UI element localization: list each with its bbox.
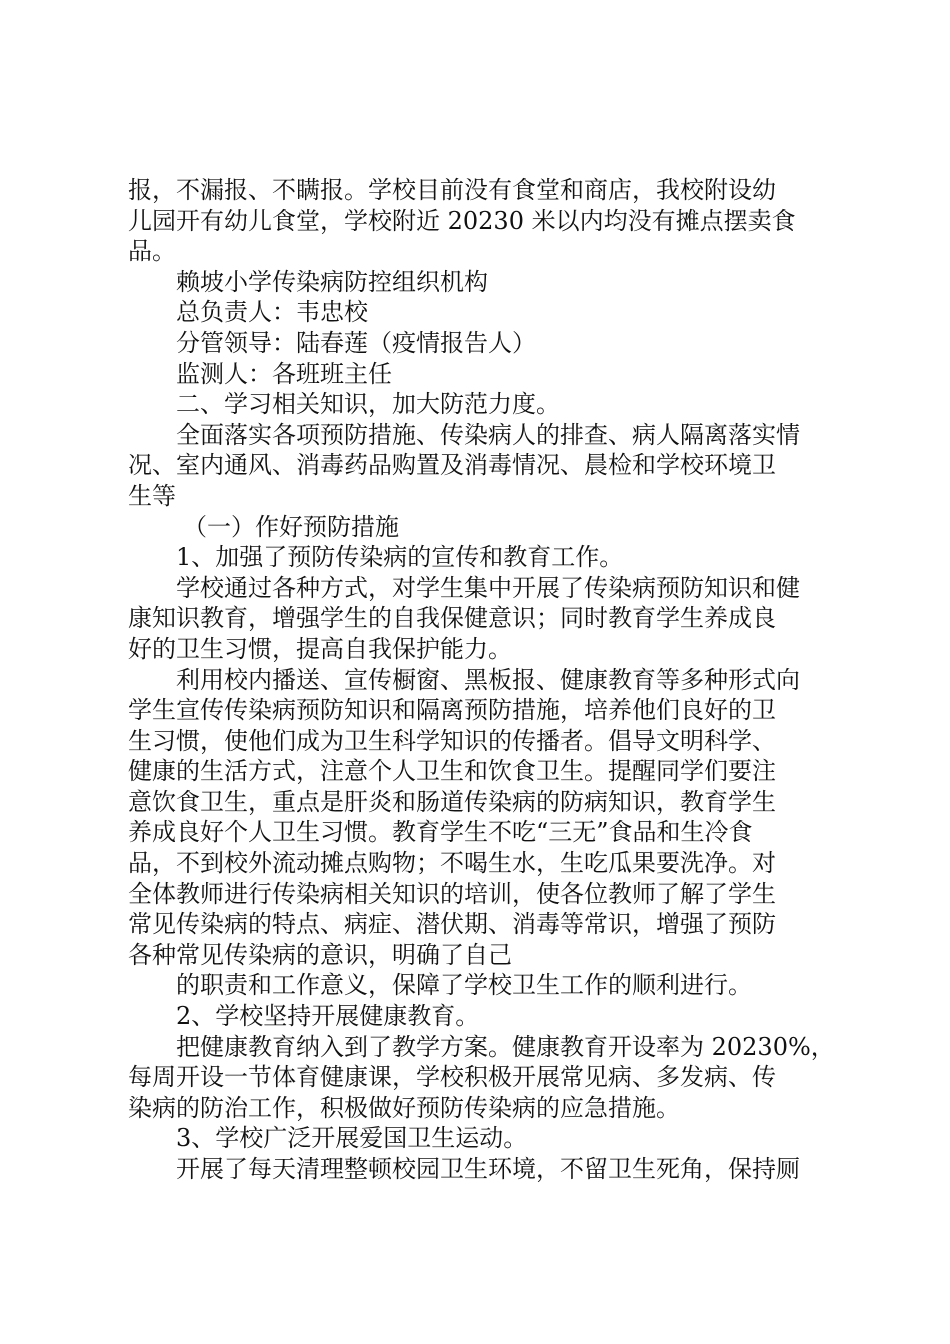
text-line: 染病的防治工作，积极做好预防传染病的应急措施。 xyxy=(128,1093,680,1122)
text-line: 1、加强了预防传染病的宣传和教育工作。 xyxy=(176,543,624,572)
text-line: 况、室内通风、消毒药品购置及消毒情况、晨检和学校环境卫 xyxy=(128,451,776,480)
org-leader xyxy=(128,297,833,328)
paragraph-measures xyxy=(128,420,833,512)
text-line: 分管领导：陆春莲（疫情报告人） xyxy=(176,328,536,357)
text-line: 总负责人：韦忠校 xyxy=(176,298,368,327)
text-line: 生习惯，使他们成为卫生科学知识的传播者。倡导文明科学、 xyxy=(128,726,776,755)
text-line: 3、学校广泛开展爱国卫生运动。 xyxy=(176,1124,528,1153)
text-line: 康知识教育，增强学生的自我保健意识；同时教育学生养成良 xyxy=(128,604,776,633)
paragraph-health-education xyxy=(128,1032,833,1124)
text-line: 赖坡小学传染病防控组织机构 xyxy=(176,267,488,296)
paragraph-education xyxy=(128,573,833,665)
item-heading-3 xyxy=(128,1123,833,1154)
text-line: 利用校内播送、宣传橱窗、黑板报、健康教育等多种形式向 xyxy=(176,665,800,694)
text-line: 报，不漏报、不瞒报。学校目前没有食堂和商店，我校附设幼 xyxy=(128,176,776,204)
text-line: 生等 xyxy=(128,481,176,510)
text-line: 学校通过各种方式，对学生集中开展了传染病预防知识和健 xyxy=(176,573,800,602)
document-page xyxy=(128,175,833,1185)
text-line: 监测人：各班班主任 xyxy=(176,359,392,388)
text-line: （一）作好预防措施 xyxy=(183,512,399,541)
paragraph-sanitation xyxy=(128,1154,833,1185)
text-line: 品，不到校外流动摊点购物；不喝生水，生吃瓜果要洗净。对 xyxy=(128,849,776,878)
org-heading xyxy=(128,267,833,298)
text-line: 每周开设一节体育健康课，学校积极开展常见病、多发病、传 xyxy=(128,1063,776,1092)
text-line: 2、学校坚持开展健康教育。 xyxy=(176,1002,480,1031)
text-line: 常见传染病的特点、病症、潜伏期、消毒等常识，增强了预防 xyxy=(128,910,776,939)
text-line: 的职责和工作意义，保障了学校卫生工作的顺利进行。 xyxy=(176,971,752,1000)
paragraph-continuation xyxy=(128,175,833,267)
text-line: 全面落实各项预防措施、传染病人的排查、病人隔离落实情 xyxy=(176,420,800,449)
text-line: 全体教师进行传染病相关知识的培训，使各位教师了解了学生 xyxy=(128,879,776,908)
text-line: 意饮食卫生，重点是肝炎和肠道传染病的防病知识，教育学生 xyxy=(128,787,776,816)
text-line: 养成良好个人卫生习惯。教育学生不吃“三无”食品和生冷食 xyxy=(128,818,753,847)
text-line: 二、学习相关知识，加大防范力度。 xyxy=(176,390,560,419)
item-heading-1 xyxy=(128,542,833,573)
paragraph-publicity xyxy=(128,665,833,971)
text-line: 把健康教育纳入到了教学方案。健康教育开设率为 20230%， xyxy=(176,1032,835,1061)
subsection-heading-1 xyxy=(128,512,833,543)
item-heading-2 xyxy=(128,1001,833,1032)
text-line: 各种常见传染病的意识，明确了自己 xyxy=(128,940,512,969)
text-line: 品。 xyxy=(128,237,176,266)
text-line: 健康的生活方式，注意个人卫生和饮食卫生。提醒同学们要注 xyxy=(128,757,776,786)
section-heading-2 xyxy=(128,389,833,420)
org-manager xyxy=(128,328,833,359)
org-monitor xyxy=(128,359,833,390)
paragraph-duties xyxy=(128,970,833,1001)
text-line: 学生宣传传染病预防知识和隔离预防措施，培养他们良好的卫 xyxy=(128,696,776,725)
text-line: 好的卫生习惯，提高自我保护能力。 xyxy=(128,634,512,663)
text-line: 儿园开有幼儿食堂，学校附近 20230 米以内均没有摊点摆卖食 xyxy=(128,206,796,235)
text-line: 开展了每天清理整顿校园卫生环境，不留卫生死角，保持厕 xyxy=(176,1155,800,1183)
